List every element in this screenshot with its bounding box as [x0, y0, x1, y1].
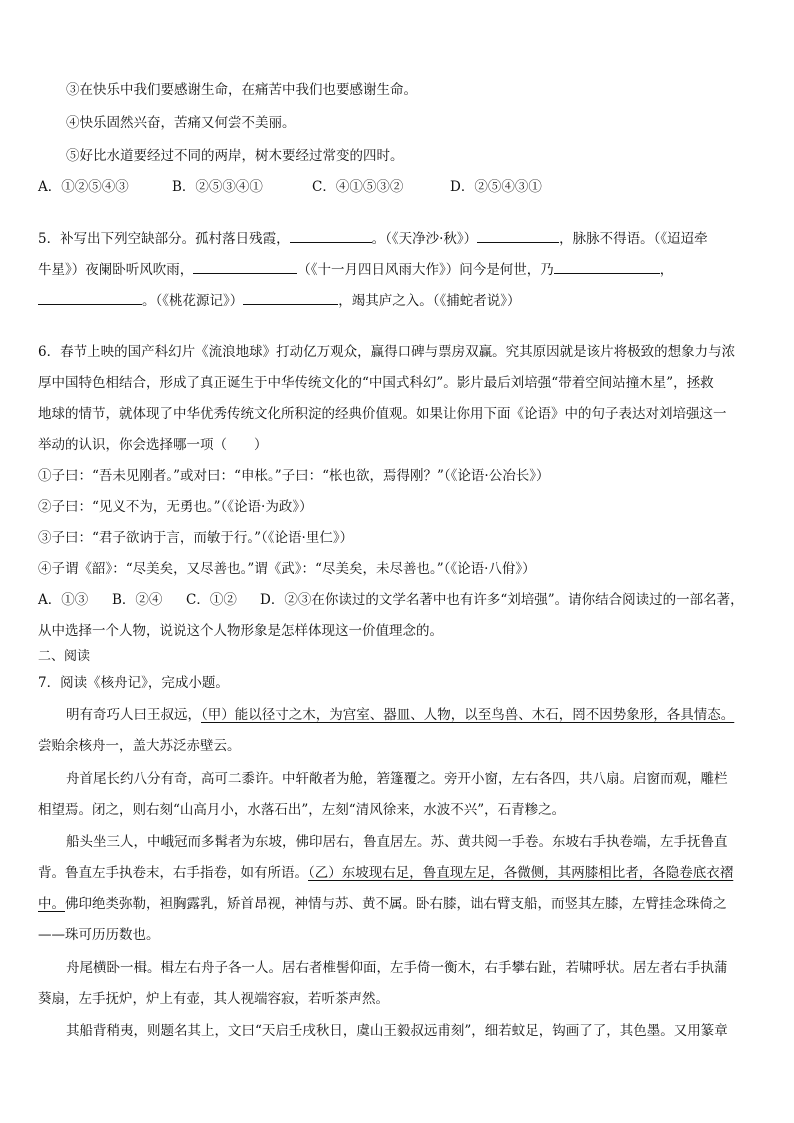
q7-p3-line-3 — [38, 894, 727, 914]
q5-text-6: ， — [659, 262, 674, 278]
q6-stem-3: 地球的情节，就体现了中华优秀传统文化所积淀的经典价值观。如果让你用下面《论语》中的句子表达对刘培强这一 — [38, 406, 727, 422]
q7-p2-line-1: 舟首尾长约八分有奇，高可二黍许。中轩敞者为舱，箬篷覆之。旁开小窗，左右各四，共八扇。启窗而观，雕栏 — [66, 771, 728, 787]
q6-stem-4: 举动的认识，你会选择哪一项（ ） — [38, 437, 268, 453]
q4-item-3: ③在快乐中我们要感谢生命，在痛苦中我们也要感谢生命。 — [66, 82, 417, 98]
q5-blank-5[interactable] — [38, 290, 142, 305]
q4-option-c: C．④①⑤③② — [312, 179, 404, 195]
q5-line-1 — [38, 228, 708, 249]
q5-blank-2[interactable] — [477, 228, 559, 243]
q5-text-4: 牛星》）夜阑卧听风吹雨， — [38, 262, 194, 278]
q7-p3-line-4: ——珠可历历数也。 — [38, 927, 160, 943]
q7-p3-text: 背。鲁直左手执卷末，右手指卷，如有所语。 — [38, 865, 308, 881]
q4-options — [38, 177, 542, 197]
q7-p1-line-2: 尝贻余核舟一，盖大苏泛赤壁云。 — [38, 738, 241, 754]
q5-text-8: ，竭其庐之入。（《捕蛇者说》） — [338, 293, 521, 309]
q6-item-3: ③子曰：“君子欲讷于言，而敏于行。”（《论语·里仁》） — [38, 530, 354, 546]
q5-line-3 — [38, 290, 521, 311]
q4-item-5: ⑤好比水道要经过不同的两岸，树木要经过常变的四时。 — [66, 148, 404, 164]
q7-sentence-yi-end: 中。 — [38, 896, 65, 912]
q5-blank-3[interactable] — [193, 259, 297, 274]
q6-stem-1: 6．春节上映的国产科幻片《流浪地球》打动亿万观众，赢得口碑与票房双赢。究其原因就是该片将极致的想象力与浓 — [38, 344, 736, 360]
q6-followup-2: 从中选择一个人物，说说这个人物形象是怎样体现这一价值理念的。 — [38, 623, 443, 639]
q7-p2-line-2: 相望焉。闭之，则右刻“山高月小，水落石出”，左刻“清风徐来，水波不兴”，石青糁之。 — [38, 802, 566, 818]
q6-options — [38, 590, 744, 610]
q7-p3-text-2: 佛印绝类弥勒，袒胸露乳，矫首昂视，神情与苏、黄不属。卧右膝，诎右臂支船，而竖其左膝，左臂挂念珠倚之 — [65, 896, 727, 912]
q7-p1-text: 明有奇巧人曰王叔远， — [66, 707, 201, 723]
q4-option-b: B．②⑤③④① — [172, 179, 263, 195]
section-heading: 二、阅读 — [38, 649, 91, 664]
q5-text-3: ，脉脉不得语。（《迢迢牵 — [559, 231, 708, 247]
q5-text-1: 5．补写出下列空缺部分。孤村落日残霞， — [38, 231, 290, 247]
q7-p3-line-2 — [38, 863, 733, 883]
q6-option-b: B．②④ — [112, 592, 163, 608]
q6-stem-2: 厚中国特色相结合，形成了真正诞生于中华传统文化的“中国式科幻”。影片最后刘培强“带着空间站撞木星”，拯救 — [38, 375, 714, 391]
q5-text-5: （《十一月四日风雨大作》）问今是何世，乃 — [297, 262, 554, 278]
q7-sentence-yi: （乙）东坡现右足，鲁直现左足，各微侧，其两膝相比者，各隐卷底衣褶 — [308, 865, 734, 881]
q4-option-a: A．①②⑤④③ — [38, 179, 129, 195]
q6-item-1: ①子曰：“吾未见刚者。”或对曰：“申枨。”子曰：“枨也欲，焉得刚？”（《论语·公冶长》） — [38, 468, 550, 484]
q5-blank-1[interactable] — [290, 228, 372, 243]
q7-p4-line-2: 葵扇，左手抚炉，炉上有壶，其人视端容寂，若听茶声然。 — [38, 991, 389, 1007]
q6-option-c: C．①② — [186, 592, 237, 608]
q6-option-a: A．①③ — [38, 592, 89, 608]
q6-followup-1: 在你读过的文学名著中也有许多“刘培强”。请你结合阅读过的一部名著， — [311, 592, 744, 608]
q5-text-7: 。（《桃花源记》） — [142, 293, 244, 309]
q7-sentence-jia: （甲）能以径寸之木，为宫室、器皿、人物，以至鸟兽、木石，罔不因势象形，各具情态。 — [201, 707, 735, 723]
q6-item-4: ④子谓《韶》：“尽美矣，又尽善也。”谓《武》：“尽美矣，未尽善也。”（《论语·八佾》） — [38, 561, 536, 577]
q4-option-d: D．②⑤④③① — [450, 179, 542, 195]
q7-p4-line-1: 舟尾横卧一楫。楫左右舟子各一人。居右者椎髻仰面，左手倚一衡木，右手攀右趾，若啸呼状。居左者右手执蒲 — [66, 960, 728, 976]
q7-p1-line-1 — [66, 705, 734, 725]
q5-blank-4[interactable] — [554, 259, 660, 274]
q5-line-2 — [38, 259, 673, 280]
q7-title: 7．阅读《核舟记》，完成小题。 — [38, 675, 229, 691]
q7-p5-line-1: 其船背稍夷，则题名其上，文曰“天启壬戌秋日，虞山王毅叔远甫刻”，细若蚊足，钩画了了，其色墨。又用篆章 — [66, 1023, 728, 1039]
q4-item-4: ④快乐固然兴奋，苦痛又何尝不美丽。 — [66, 115, 296, 131]
q5-text-2: 。（《天净沙·秋》） — [371, 231, 478, 247]
q6-option-d: D．②③ — [260, 592, 312, 608]
q6-item-2: ②子曰：“见义不为，无勇也。”（《论语·为政》） — [38, 499, 313, 515]
q7-p3-line-1: 船头坐三人，中峨冠而多髯者为东坡，佛印居右，鲁直居左。苏、黄共阅一手卷。东坡右手执卷端，左手抚鲁直 — [66, 834, 728, 850]
q5-blank-6[interactable] — [243, 290, 338, 305]
